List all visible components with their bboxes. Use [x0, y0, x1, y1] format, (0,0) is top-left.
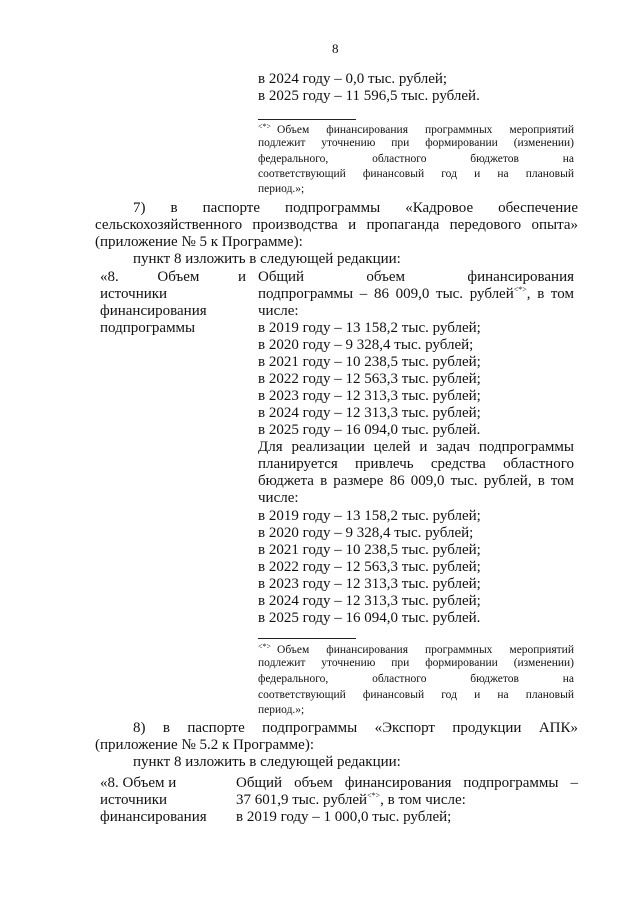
page-number: 8	[332, 41, 339, 56]
footnote-line: <*> Объем финансирования программных мероприятий	[258, 122, 574, 136]
year-line: в 2022 году – 12 563,3 тыс. рублей;	[258, 371, 481, 387]
footnote-line: подлежит уточнению при формировании (изменении)	[258, 657, 574, 669]
item7-line: сельскохозяйственного производства и пропаганда передового опыта»	[95, 217, 578, 233]
footnote-mark: <*>	[258, 642, 272, 651]
item7-line: (приложение № 5 к Программе):	[95, 234, 303, 250]
year-line: в 2020 году – 9 328,4 тыс. рублей;	[258, 337, 474, 353]
funding-paragraph-line: планируется привлечь средства областного	[258, 456, 574, 472]
item7-line: 7) в паспорте подпрограммы «Кадровое обеспечение	[133, 200, 578, 216]
footnote-line: <*> Объем финансирования программных мероприятий	[258, 642, 574, 656]
table-right-intro: 37 601,9 тыс. рублей<*>, в том числе:	[236, 791, 466, 808]
item7-sub: пункт 8 изложить в следующей редакции:	[133, 251, 401, 267]
footnote-line: период.»;	[258, 704, 305, 716]
year-line: в 2024 году – 12 313,3 тыс. рублей;	[258, 405, 481, 421]
footnote-line: соответствующий финансовый год и на плановый	[258, 689, 574, 701]
table-left-cell: финансирования	[100, 809, 207, 825]
footnote-line: федерального, областного бюджетов на	[258, 153, 574, 165]
year-line: в 2021 году – 10 238,5 тыс. рублей;	[258, 354, 481, 370]
footnote-line: период.»;	[258, 183, 305, 195]
footnote-ref: <*>	[513, 285, 527, 294]
table-left-cell: финансирования	[100, 303, 207, 319]
item8-line: 8) в паспорте подпрограммы «Экспорт продукции АПК»	[133, 720, 578, 736]
funding-paragraph-line: бюджета в размере 86 009,0 тыс. рублей, в том	[258, 473, 574, 489]
footnote-line: подлежит уточнению при формировании (изменении)	[258, 137, 574, 149]
year-line: в 2025 году – 16 094,0 тыс. рублей.	[258, 610, 481, 626]
footnote-ref: <*>	[367, 791, 381, 800]
footnote-rule	[258, 638, 356, 639]
year-line: в 2019 году – 13 158,2 тыс. рублей;	[258, 508, 481, 524]
funding-paragraph-line: числе:	[258, 490, 299, 506]
funding-paragraph-line: Для реализации целей и задач подпрограммы	[258, 439, 574, 455]
table-right-intro: Общий объем финансирования подпрограммы –	[236, 775, 578, 791]
table-right-intro: подпрограммы – 86 009,0 тыс. рублей<*>, в том	[258, 285, 574, 302]
year-line: в 2024 году – 12 313,3 тыс. рублей;	[258, 593, 481, 609]
footnote-line: соответствующий финансовый год и на плановый	[258, 168, 574, 180]
year-line: в 2023 году – 12 313,3 тыс. рублей;	[258, 388, 481, 404]
footnote-line: федерального, областного бюджетов на	[258, 673, 574, 685]
year-line: в 2024 году – 0,0 тыс. рублей;	[258, 71, 448, 87]
year-line: в 2022 году – 12 563,3 тыс. рублей;	[258, 559, 481, 575]
year-line: в 2020 году – 9 328,4 тыс. рублей;	[258, 525, 474, 541]
table-left-cell: «8. Объем и	[100, 775, 177, 791]
item8-sub: пункт 8 изложить в следующей редакции:	[133, 754, 401, 770]
year-line: в 2025 году – 11 596,5 тыс. рублей.	[258, 88, 480, 104]
item8-line: (приложение № 5.2 к Программе):	[95, 737, 314, 753]
table-right-intro: Общий объем финансирования	[258, 269, 574, 285]
table-left-cell: «8. Объем и	[100, 269, 246, 285]
table-left-cell: подпрограммы	[100, 320, 196, 336]
table-left-cell: источники	[100, 286, 168, 302]
footnote-mark: <*>	[258, 122, 272, 131]
year-line: в 2025 году – 16 094,0 тыс. рублей.	[258, 422, 481, 438]
year-line: в 2023 году – 12 313,3 тыс. рублей;	[258, 576, 481, 592]
table-right-intro: числе:	[258, 303, 299, 319]
year-line: в 2019 году – 1 000,0 тыс. рублей;	[236, 809, 452, 825]
table-left-cell: источники	[100, 792, 168, 808]
year-line: в 2019 году – 13 158,2 тыс. рублей;	[258, 320, 481, 336]
year-line: в 2021 году – 10 238,5 тыс. рублей;	[258, 542, 481, 558]
